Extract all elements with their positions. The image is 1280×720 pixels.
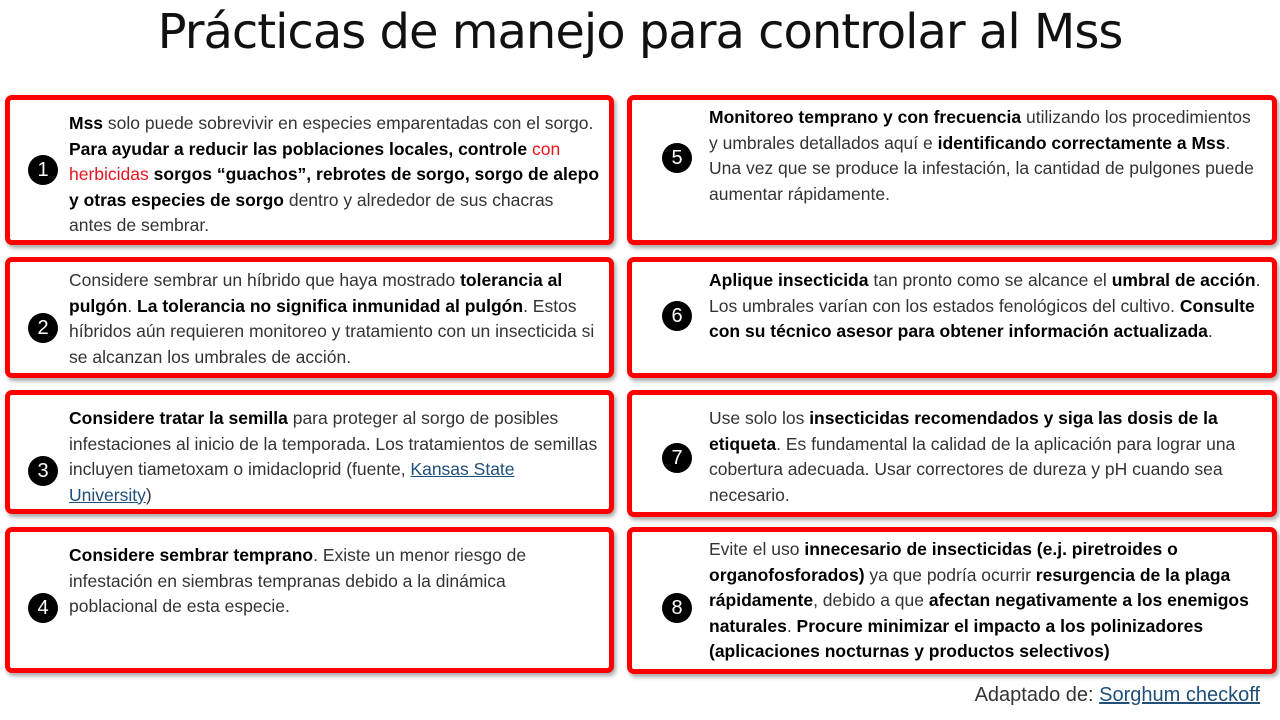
practice-card-5 bbox=[627, 95, 1277, 245]
red-highlight: con herbicidas bbox=[69, 138, 561, 185]
text-segment: solo puede sobrevivir en especies emparentadas con el sorgo. bbox=[103, 113, 594, 133]
kansas-state-link[interactable]: Kansas State University bbox=[69, 459, 515, 505]
practice-card-2 bbox=[5, 257, 614, 378]
text-segment: . Los umbrales varían con los estados fenológicos del cultivo. bbox=[709, 270, 1261, 316]
practice-text-7 bbox=[709, 406, 1249, 508]
number-badge-3: 3 bbox=[28, 456, 58, 486]
mss-term: Mss bbox=[69, 113, 104, 133]
text-segment: . bbox=[1207, 321, 1213, 342]
text-segment: ) bbox=[145, 484, 152, 505]
practice-text-3 bbox=[69, 406, 601, 508]
number-badge-7: 7 bbox=[662, 443, 692, 473]
bold-segment: sorgos “guachos”, rebrotes de sorgo, sorgo de alepo y otras especies de sorgo bbox=[69, 164, 600, 210]
text-segment: . Existe un menor riesgo de infestación en siembras tempranas debido a la dinámica poblacional de esta especie. bbox=[69, 545, 527, 617]
bold-segment: La tolerancia no significa inmunidad al pulgón bbox=[137, 295, 524, 316]
sorghum-checkoff-link[interactable]: Sorghum checkoff bbox=[1099, 684, 1260, 706]
number-badge-2: 2 bbox=[28, 313, 58, 343]
bold-segment: umbral de acción bbox=[1111, 270, 1256, 290]
page-title: Prácticas de manejo para controlar al Mss bbox=[157, 4, 1123, 60]
number-badge-6: 6 bbox=[662, 301, 692, 331]
practice-text-2 bbox=[69, 268, 607, 370]
practice-text-1 bbox=[69, 111, 599, 239]
bold-segment: tolerancia al pulgón bbox=[69, 270, 563, 316]
red-highlight: Consulte con su técnico asesor para obtener información actualizada bbox=[709, 295, 1255, 342]
practice-card-4 bbox=[5, 527, 614, 673]
text-segment: . bbox=[786, 615, 797, 636]
practice-text-5 bbox=[709, 105, 1264, 207]
text-segment: Use solo los bbox=[709, 408, 810, 428]
text-segment: Considere sembrar un híbrido que haya mostrado bbox=[69, 270, 461, 290]
source-label: Adaptado de: bbox=[974, 684, 1100, 706]
text-segment: Evite el uso bbox=[709, 539, 805, 559]
bold-segment: Considere sembrar temprano bbox=[69, 545, 314, 565]
text-segment: tan pronto como se alcance el bbox=[868, 270, 1112, 290]
number-badge-4: 4 bbox=[28, 593, 58, 623]
practice-card-3 bbox=[5, 390, 614, 514]
practice-card-7 bbox=[627, 390, 1277, 517]
text-segment: ya que podría ocurrir bbox=[864, 564, 1036, 585]
bold-segment: identificando correctamente a Mss bbox=[937, 132, 1226, 153]
number-badge-1: 1 bbox=[28, 155, 58, 185]
bold-segment: Para ayudar a reducir las poblaciones locales, controle bbox=[69, 138, 532, 159]
text-segment: para proteger al sorgo de posibles infestaciones al inicio de la temporada. Los tratamientos de semillas incluyen tiametoxam o imidacloprid (fuente, bbox=[69, 408, 598, 480]
practice-text-4 bbox=[69, 543, 589, 620]
bold-segment: insecticidas recomendados y siga las dosis de la etiqueta bbox=[709, 408, 1218, 454]
practice-card-8 bbox=[627, 527, 1277, 674]
text-segment: . Es fundamental la calidad de la aplicación para lograr una cobertura adecuada. Usar correctores de dureza y pH cuando sea necesario. bbox=[709, 433, 1236, 505]
practice-card-6 bbox=[627, 257, 1277, 378]
text-segment: . Una vez que se produce la infestación, la cantidad de pulgones puede aumentar rápidamente. bbox=[709, 132, 1254, 204]
practice-card-1 bbox=[5, 95, 614, 245]
bold-segment: Aplique insecticida bbox=[709, 270, 869, 290]
bold-segment: Monitoreo temprano y con frecuencia bbox=[709, 107, 1022, 127]
bold-segment: resurgencia de la plaga rápidamente bbox=[709, 564, 1231, 611]
text-segment: . Estos híbridos aún requieren monitoreo y tratamiento con un insecticida si se alcanzan los umbrales de acción. bbox=[69, 295, 595, 367]
bold-segment: afectan negativamente a los enemigos naturales bbox=[709, 590, 1249, 636]
number-badge-5: 5 bbox=[662, 143, 692, 173]
text-segment: utilizando los procedimientos y umbrales detallados aquí e bbox=[709, 107, 1251, 153]
text-segment: dentro y alrededor de sus chacras antes de sembrar. bbox=[69, 189, 554, 236]
number-badge-8: 8 bbox=[662, 593, 692, 623]
bold-segment: Procure minimizar el impacto a los polinizadores (aplicaciones nocturnas y productos selectivos) bbox=[709, 615, 1204, 662]
bold-segment: innecesario de insecticidas (e.j. piretroides o organofosforados) bbox=[709, 539, 1178, 585]
practice-text-8 bbox=[709, 537, 1265, 665]
text-segment: . bbox=[127, 295, 138, 316]
source-credit bbox=[975, 684, 1260, 707]
text-segment: , debido a que bbox=[813, 590, 929, 611]
bold-segment: Considere tratar la semilla bbox=[69, 408, 288, 428]
practice-text-6 bbox=[709, 268, 1265, 345]
